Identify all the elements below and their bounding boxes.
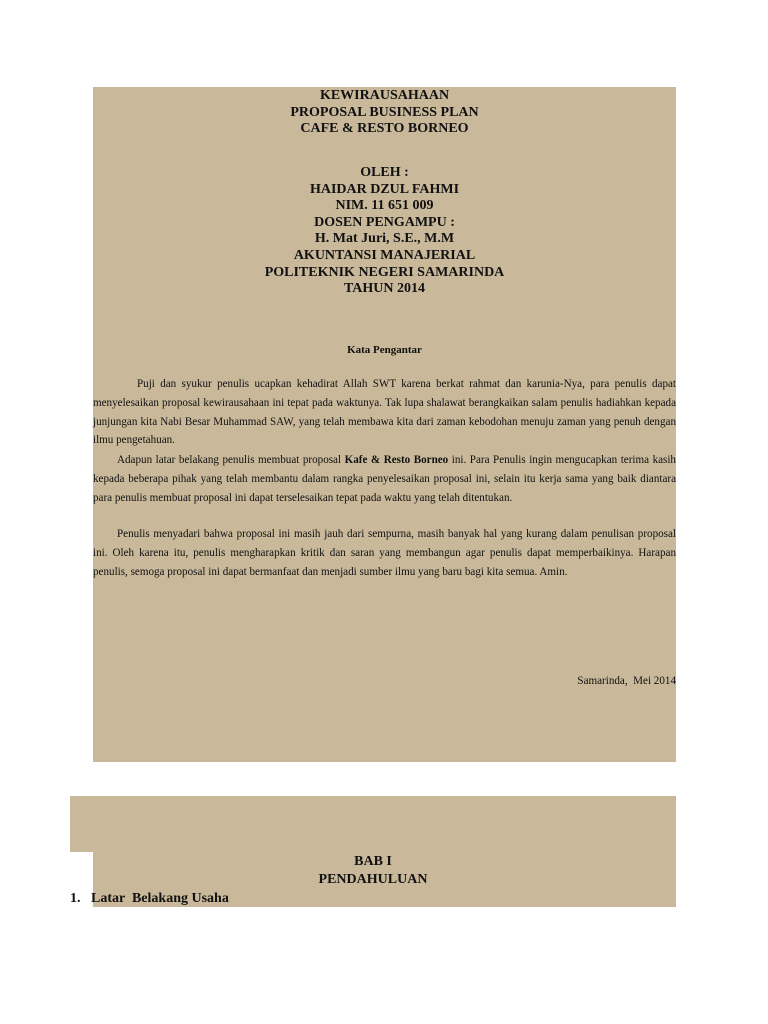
- chapter-heading: [70, 853, 676, 889]
- paragraph-2-text-end: ini. Para Penulis ingin mengucapkan terima kasih kepada beberapa pihak yang telah membantu dalam rangka penyelesaikan proposal ini, selain itu kerja sama yang baik diantara para penulis membuat proposal ini dapat terselesaikan tepat pada waktu yang telah ditentukan.: [93, 454, 676, 504]
- signature-place-date: Samarinda, Mei 2014: [577, 675, 676, 687]
- institution: POLITEKNIK NEGERI SAMARINDA: [264, 264, 505, 280]
- title-group: [93, 88, 676, 138]
- lecturer-name: H. Mat Juri, S.E., M.M: [314, 231, 455, 247]
- paragraph-2-text-start: Adapun latar belakang penulis membuat proposal: [117, 454, 345, 466]
- author-nim: NIM. 11 651 009: [335, 198, 434, 214]
- title-line-business: CAFE & RESTO BORNEO: [300, 121, 469, 137]
- title-line-course: KEWIRAUSAHAAN: [319, 88, 450, 103]
- study-program: AKUNTANSI MANAJERIAL: [293, 247, 476, 263]
- year: TAHUN 2014: [343, 281, 426, 297]
- foreword-paragraph-1: Puji dan syukur penulis ucapkan kehadirat Allah SWT karena berkat rahmat dan karunia-Nya, para penulis dapat menyelesaikan proposal kewirausahaan ini tepat pada waktunya. Tak lupa shalawat berangkaikan salam penulis hadiahkan kepada junjungan kita Nabi Besar Muhammad SAW, yang telah membawa kita dari zaman kebodohan menuju zaman yang penuh dengan ilmu pengetahuan.: [93, 378, 676, 447]
- cover-panel: [93, 87, 676, 762]
- section-heading: 1. Latar Belakang Usaha: [70, 891, 229, 906]
- author-group: [93, 165, 676, 298]
- author-name: HAIDAR DZUL FAHMI: [309, 181, 460, 197]
- chapter-number: BAB I: [354, 854, 392, 869]
- title-line-document: PROPOSAL BUSINESS PLAN: [290, 104, 479, 120]
- foreword-heading: Kata Pengantar: [347, 344, 422, 356]
- chapter-title: PENDAHULUAN: [318, 872, 428, 887]
- lecturer-label: DOSEN PENGAMPU :: [314, 214, 455, 230]
- author-label: OLEH :: [360, 165, 409, 180]
- foreword-paragraph-2: [93, 451, 676, 507]
- business-name-emphasis: Kafe & Resto Borneo: [344, 454, 449, 466]
- foreword-paragraph-3: Penulis menyadari bahwa proposal ini masih jauh dari sempurna, masih banyak hal yang kurang dalam penulisan proposal ini. Oleh karena itu, penulis mengharapkan kritik dan saran yang membangun agar penulis dapat memperbaikinya. Harapan penulis, semoga proposal ini dapat bermanfaat dan menjadi sumber ilmu yang baru bagi kita semua. Amin.: [93, 528, 676, 578]
